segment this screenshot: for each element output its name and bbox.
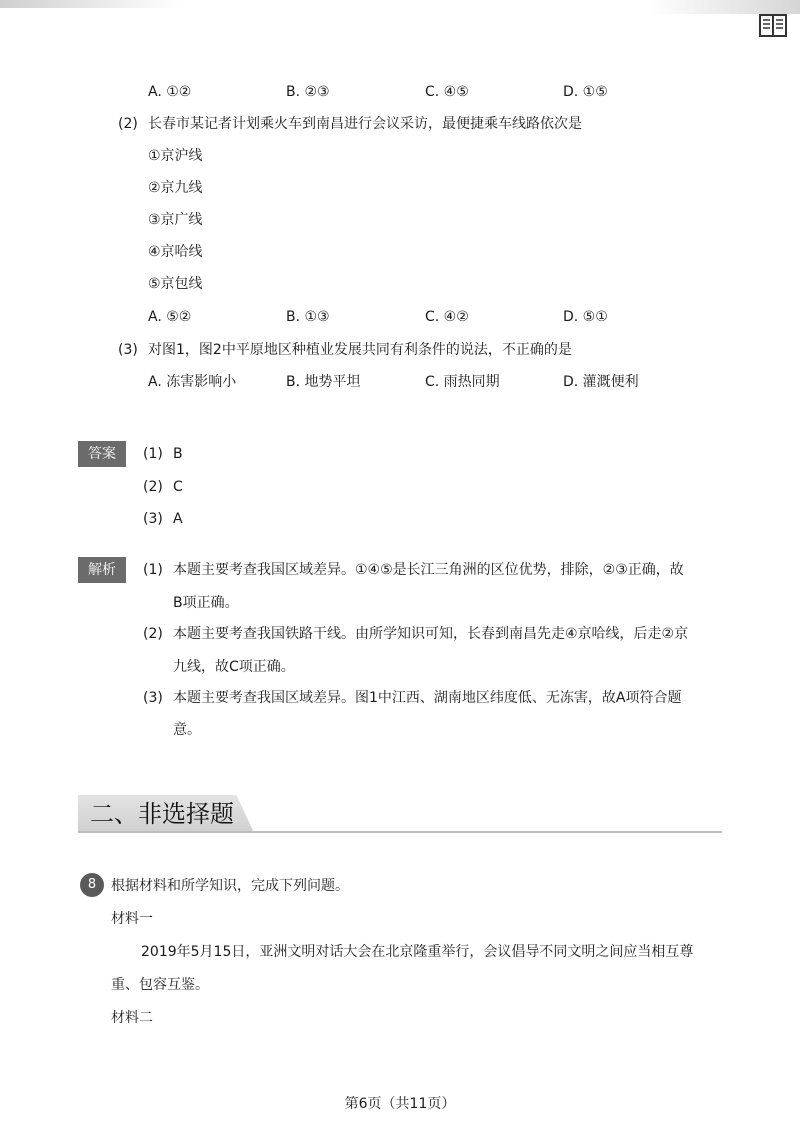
- analysis-3-line-2: 意。: [173, 722, 201, 738]
- q8-stem: 根据材料和所学知识，完成下列问题。: [111, 878, 349, 894]
- answer-3-number: (3): [143, 511, 163, 527]
- material2-label: 材料二: [111, 1010, 153, 1026]
- page-corner-shadow-left: [0, 0, 180, 8]
- q2-number: (2): [118, 116, 138, 132]
- question-number-badge: 8: [80, 873, 104, 897]
- book-logo-icon: [759, 12, 787, 38]
- analysis-badge: 解析: [78, 557, 126, 583]
- section-divider: [78, 831, 722, 833]
- analysis-2-number: (2): [143, 626, 163, 642]
- analysis-2-line-1: 本题主要考查我国铁路干线。由所学知识可知，长春到南昌先走④京哈线，后走②京: [173, 626, 689, 642]
- q2-option-a: A. ⑤②: [148, 309, 192, 325]
- q1-option-a: A. ①②: [148, 84, 192, 100]
- material1-line-2: 重、包容互鉴。: [111, 977, 209, 993]
- answer-1-value: B: [173, 446, 183, 462]
- q2-line-5: ⑤京包线: [148, 276, 203, 292]
- q3-number: (3): [118, 342, 138, 358]
- q2-option-b: B. ①③: [286, 309, 330, 325]
- q1-option-d: D. ①⑤: [563, 84, 608, 100]
- q2-option-d: D. ⑤①: [563, 309, 608, 325]
- analysis-1-line-1: 本题主要考查我国区域差异。①④⑤是长江三角洲的区位优势，排除，②③正确，故: [173, 562, 684, 578]
- q2-stem: 长春市某记者计划乘火车到南昌进行会议采访，最便捷乘车线路依次是: [148, 116, 582, 132]
- answer-badge: 答案: [78, 441, 126, 467]
- q1-option-b: B. ②③: [286, 84, 330, 100]
- section-title: 二、非选择题: [90, 800, 234, 828]
- q2-line-1: ①京沪线: [148, 148, 203, 164]
- answer-1-number: (1): [143, 446, 163, 462]
- analysis-2-line-2: 九线，故C项正确。: [173, 659, 295, 675]
- q2-option-c: C. ④②: [425, 309, 469, 325]
- page-number: 第6页（共11页）: [344, 1096, 456, 1112]
- answer-3-value: A: [173, 511, 183, 527]
- analysis-3-number: (3): [143, 690, 163, 706]
- answer-2-number: (2): [143, 479, 163, 495]
- material1-label: 材料一: [111, 911, 153, 927]
- q2-line-4: ④京哈线: [148, 244, 203, 260]
- q3-stem: 对图1，图2中平原地区种植业发展共同有利条件的说法，不正确的是: [148, 342, 572, 358]
- q1-option-c: C. ④⑤: [425, 84, 469, 100]
- q2-line-2: ②京九线: [148, 180, 203, 196]
- analysis-1-line-2: B项正确。: [173, 595, 239, 611]
- q3-option-c: C. 雨热同期: [425, 374, 500, 390]
- analysis-3-line-1: 本题主要考查我国区域差异。图1中江西、湖南地区纬度低、无冻害，故A项符合题: [173, 690, 682, 706]
- material1-line-1: 2019年5月15日，亚洲文明对话大会在北京隆重举行，会议倡导不同文明之间应当相互尊: [141, 944, 694, 960]
- q3-option-d: D. 灌溉便利: [563, 374, 639, 390]
- q3-option-b: B. 地势平坦: [286, 374, 361, 390]
- analysis-1-number: (1): [143, 562, 163, 578]
- q3-option-a: A. 冻害影响小: [148, 374, 237, 390]
- q2-line-3: ③京广线: [148, 212, 203, 228]
- answer-2-value: C: [173, 479, 183, 495]
